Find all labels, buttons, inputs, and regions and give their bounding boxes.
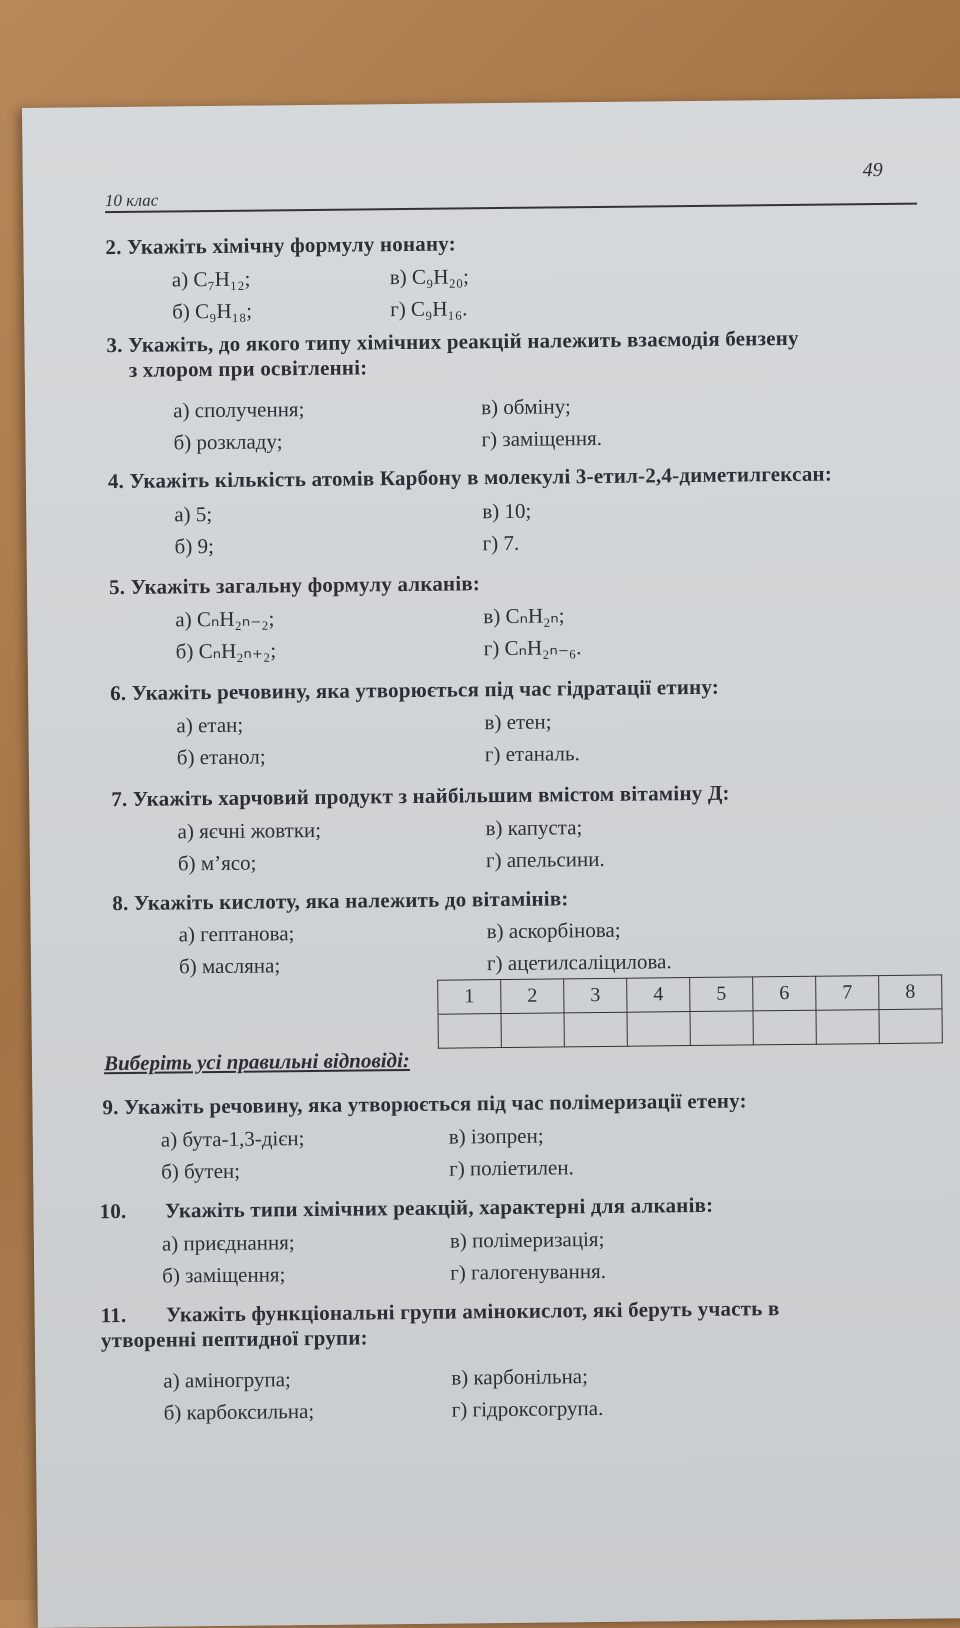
option-c: в) карбонільна; [451,1364,589,1390]
page-header: 10 клас [105,183,917,214]
question-number: 6. [110,680,127,706]
question-number: 8. [112,890,129,916]
question-text: Укажіть харчовий продукт з найбільшим вмістом вітаміну Д: [132,780,730,811]
option-c: в) етен; [484,709,552,735]
question-text: Укажіть, до якого типу хімічних реакцій належить взаємодія бензену [127,325,799,357]
question-2 [105,227,905,260]
option-b: б) заміщення; [162,1262,286,1288]
answer-col-2: 2 [501,979,564,1014]
option-d: г) ацетилсаліцилова. [486,949,672,976]
option-d: г) галогенування. [450,1258,607,1285]
option-b: б) розкладу; [173,429,283,455]
answer-cell[interactable] [501,1013,564,1048]
question-4 [108,461,908,494]
answer-table-answer-row [438,1009,942,1048]
option-c: в) CₙH₂ₙ; [483,603,565,629]
answer-table-header-row [438,975,942,1014]
answer-col-7: 7 [816,976,879,1011]
answer-col-3: 3 [564,978,627,1013]
option-a: а) яєчні жовтки; [177,817,322,844]
option-d: г) заміщення. [481,425,603,452]
question-7 [111,779,911,812]
option-b: б) масляна; [178,953,281,979]
question-number: 3. [106,332,123,358]
option-b: б) C₉H₁₈; [172,298,253,324]
option-a: а) сполучення; [173,397,305,423]
option-d: г) етаналь. [484,741,580,767]
option-c: в) полімеризація; [449,1226,605,1253]
question-text: Укажіть кількість атомів Карбону в молекулі 3-етил-2,4-диметилгексан: [129,461,833,493]
question-text: Укажіть хімічну формулу нонану: [126,231,456,259]
answer-table [437,974,943,1048]
option-a: а) аміногрупа; [163,1367,291,1393]
question-text: Укажіть кислоту, яка належить до вітамінів: [133,886,569,915]
book-page [22,98,960,1628]
option-b: б) бутен; [161,1158,241,1184]
answer-col-5: 5 [690,977,753,1012]
question-text: Укажіть типи хімічних реакцій, характерні для алканів: [164,1192,714,1223]
answer-cell[interactable] [627,1012,690,1047]
question-number: 4. [107,468,125,494]
option-b: б) 9; [174,534,214,559]
option-b: б) CₙH₂ₙ₊₂; [175,638,277,664]
question-8 [112,883,912,916]
answer-col-4: 4 [627,978,690,1013]
option-a: а) 5; [174,502,213,527]
option-c: в) C₉H₂₀; [389,264,470,290]
option-a: а) гептанова; [178,921,295,947]
option-c: в) 10; [482,498,532,524]
option-a: а) приєднання; [161,1230,295,1256]
option-d: г) апельсини. [485,846,605,873]
option-c: в) аскорбінова; [486,917,621,944]
option-d: г) гідроксогрупа. [451,1395,604,1422]
answer-cell[interactable] [879,1009,942,1044]
question-text-continued: утворенні пептидної групи: [100,1325,368,1353]
answer-col-8: 8 [879,975,942,1010]
answer-cell[interactable] [438,1014,501,1049]
question-3 [106,325,906,383]
option-b: б) м’ясо; [177,850,257,876]
option-a: а) бута-1,3-дієн; [160,1126,305,1152]
question-number: 2. [105,234,122,260]
question-11 [101,1294,941,1353]
option-a: а) CₙH₂ₙ₋₂; [175,606,275,632]
question-6 [110,673,910,706]
question-text-continued: з хлором при освітленні: [128,355,368,382]
option-d: г) 7. [482,530,520,556]
question-number: 9. [102,1095,119,1120]
option-d: г) C₉H₁₆. [390,296,468,322]
question-text: Укажіть загальну формулу алканів: [130,571,481,599]
option-c: в) обміну; [481,394,571,420]
section-title: Виберіть усі правильні відповіді: [103,1047,410,1076]
question-text: Укажіть функціональні групи амінокислот, які беруть участь в [165,1296,780,1327]
question-number: 7. [111,786,128,812]
answer-cell[interactable] [564,1012,627,1047]
option-d: г) поліетилен. [449,1155,574,1181]
option-c: в) ізопрен; [448,1123,544,1149]
answer-col-6: 6 [753,976,816,1011]
question-number: 5. [108,574,126,600]
option-b: б) етанол; [176,744,266,770]
question-5 [109,567,909,600]
question-9 [102,1087,902,1120]
page-number: 49 [862,158,883,182]
answer-cell[interactable] [753,1010,816,1045]
question-number: 10. [99,1198,127,1224]
option-a: а) етан; [176,712,244,738]
question-10 [99,1191,899,1224]
question-text: Укажіть речовину, яка утворюється під час гідратації етину: [131,674,720,705]
option-b: б) карбоксильна; [163,1399,315,1425]
option-d: г) CₙH₂ₙ₋₆. [483,635,582,661]
option-a: а) C₇H₁₂; [171,266,251,292]
answer-cell[interactable] [816,1010,879,1045]
question-text: Укажіть речовину, яка утворюється під час полімеризації етену: [123,1088,747,1119]
option-c: в) капуста; [485,815,583,841]
answer-col-1: 1 [438,980,501,1015]
answer-cell[interactable] [690,1011,753,1046]
question-number: 11. [100,1302,127,1328]
